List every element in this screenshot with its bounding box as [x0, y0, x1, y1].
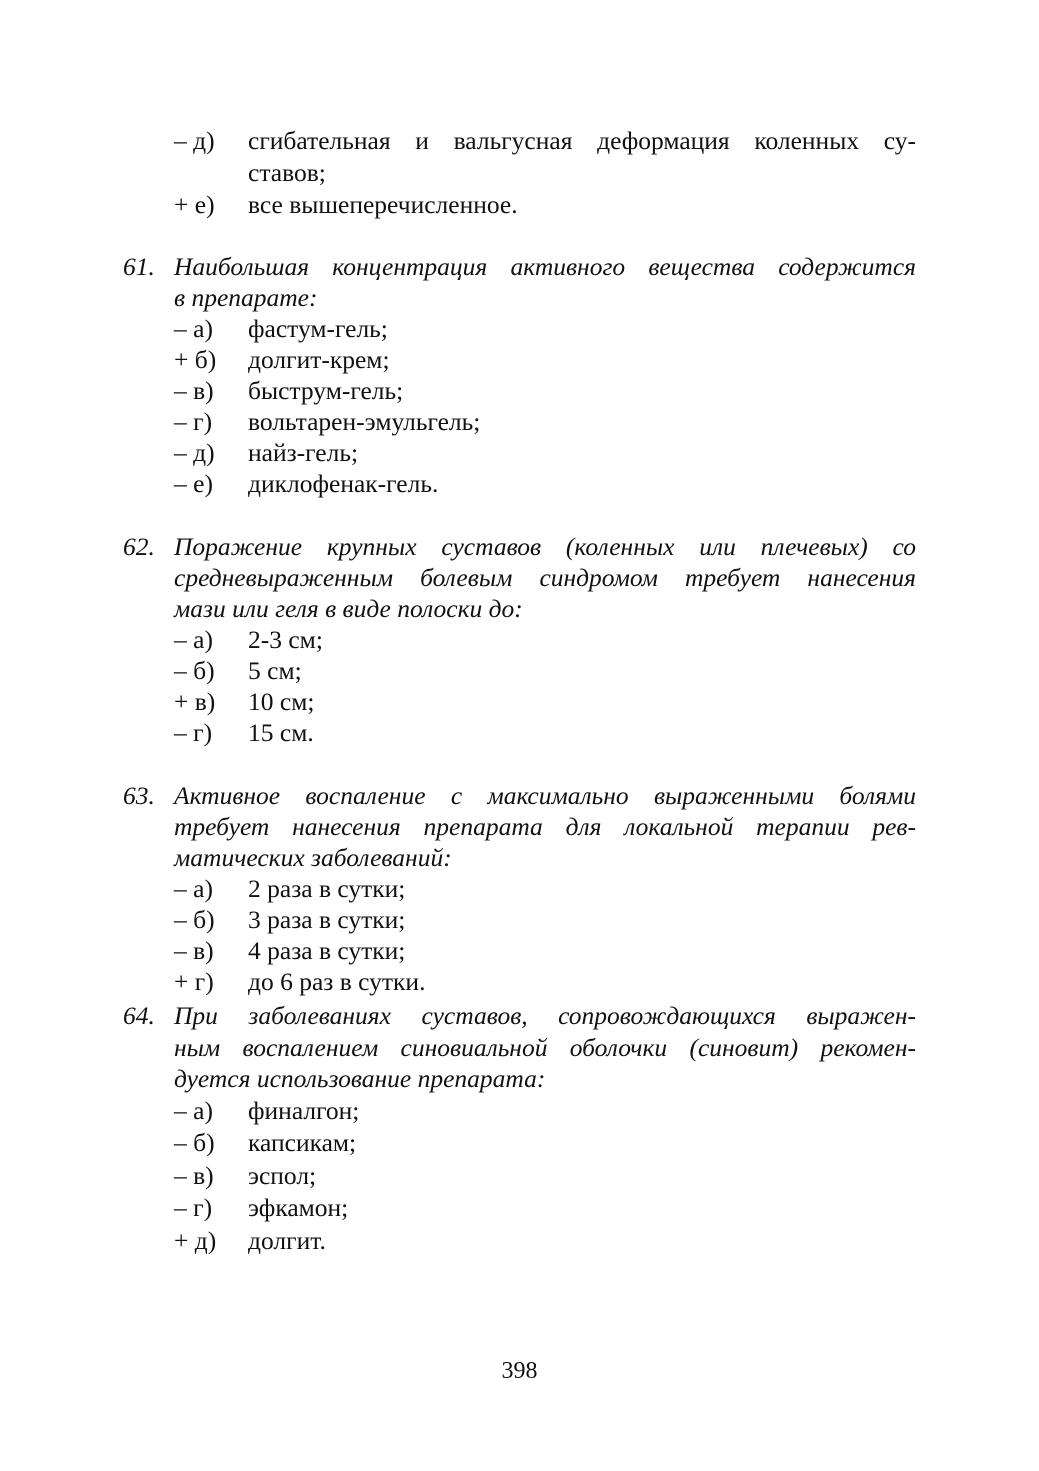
option-mark: – а)	[174, 1096, 213, 1125]
option-text: ставов;	[248, 158, 326, 187]
question-61-option-b	[0, 344, 1039, 376]
question-number: 61.	[123, 252, 155, 281]
page-number: 398	[501, 1358, 538, 1384]
option-text: диклофенак-гель.	[248, 469, 439, 498]
option-text: капсикам;	[248, 1128, 357, 1157]
option-text: 2-3 см;	[248, 625, 323, 654]
question-64-line1	[0, 1000, 1039, 1032]
question-61-option-d	[0, 406, 1039, 438]
question-text: требует нанесения препарата для локальной терапии рев-	[174, 812, 916, 841]
question-64-line3	[0, 1063, 1039, 1095]
option-mark: – е)	[174, 469, 213, 498]
option-mark: + д)	[174, 1226, 217, 1255]
question-62-option-b	[0, 655, 1039, 687]
option-text: найз-гель;	[248, 438, 359, 467]
question-64-option-c	[0, 1160, 1039, 1192]
option-text: долгит-крем;	[248, 345, 390, 374]
continuation-option-d	[0, 125, 1039, 157]
question-62-line1	[0, 531, 1039, 563]
option-mark: – б)	[174, 656, 215, 685]
option-mark: – в)	[174, 376, 214, 405]
question-number: 63.	[123, 781, 155, 810]
option-mark: – г)	[174, 718, 213, 747]
option-mark: – д)	[174, 126, 215, 155]
question-64-line2	[0, 1032, 1039, 1064]
question-text: ным воспалением синовиальной оболочки (синовит) рекомен-	[174, 1033, 916, 1062]
question-62-line2	[0, 562, 1039, 594]
option-mark: – г)	[174, 407, 213, 436]
option-text: 10 см;	[248, 687, 315, 716]
option-text: все вышеперечисленное.	[248, 190, 518, 219]
option-mark: – д)	[174, 438, 215, 467]
question-61-option-c	[0, 375, 1039, 407]
option-mark: + б)	[174, 345, 217, 374]
option-text: эспол;	[248, 1161, 317, 1190]
option-text: финалгон;	[248, 1096, 360, 1125]
question-text: средневыраженным болевым синдромом требует нанесения	[174, 563, 916, 592]
option-text: до 6 раз в сутки.	[248, 967, 426, 996]
option-text: 4 раза в сутки;	[248, 936, 406, 965]
question-63-line1	[0, 780, 1039, 812]
option-text: сгибательная и вальгусная деформация коленных су-	[248, 126, 916, 155]
option-text: 15 см.	[248, 718, 314, 747]
continuation-option-e	[0, 189, 1039, 221]
option-text: фастум-гель;	[248, 314, 388, 343]
question-61-option-f	[0, 468, 1039, 500]
question-63-option-c	[0, 935, 1039, 967]
option-text: эфкамон;	[248, 1193, 349, 1222]
question-text: в препарате:	[174, 283, 318, 312]
question-64-option-e	[0, 1225, 1039, 1257]
option-mark: + в)	[174, 687, 216, 716]
question-61-option-a	[0, 313, 1039, 345]
option-mark: – а)	[174, 874, 213, 903]
question-62-option-a	[0, 624, 1039, 656]
question-text: Наибольшая концентрация активного вещества содержится	[174, 252, 916, 281]
question-61-option-e	[0, 437, 1039, 469]
option-mark: – а)	[174, 625, 213, 654]
option-mark: + г)	[174, 967, 214, 996]
question-62-option-d	[0, 717, 1039, 749]
option-text: 3 раза в сутки;	[248, 905, 406, 934]
question-63-option-b	[0, 904, 1039, 936]
question-63-option-a	[0, 873, 1039, 905]
question-64-option-d	[0, 1192, 1039, 1224]
option-mark: – а)	[174, 314, 213, 343]
option-text: 5 см;	[248, 656, 302, 685]
question-64-option-a	[0, 1095, 1039, 1127]
question-62-line3	[0, 593, 1039, 625]
option-text: вольтарен-эмульгель;	[248, 407, 481, 436]
question-text: При заболеваниях суставов, сопровождающихся выражен-	[174, 1001, 916, 1030]
option-text: 2 раза в сутки;	[248, 874, 406, 903]
option-mark: – б)	[174, 905, 215, 934]
question-64-option-b	[0, 1127, 1039, 1159]
option-mark: – в)	[174, 1161, 214, 1190]
continuation-option-d-line2	[0, 157, 1039, 189]
question-text: Активное воспаление с максимально выраженными болями	[174, 781, 916, 810]
option-mark: – г)	[174, 1193, 213, 1222]
question-61-line2	[0, 282, 1039, 314]
question-text: Поражение крупных суставов (коленных или плечевых) со	[174, 532, 916, 561]
question-number: 62.	[123, 532, 155, 561]
question-text: мази или геля в виде полоски до:	[174, 594, 523, 623]
question-61-line1	[0, 251, 1039, 283]
question-63-line3	[0, 842, 1039, 874]
option-mark: + е)	[174, 190, 215, 219]
question-62-option-c	[0, 686, 1039, 718]
question-63-line2	[0, 811, 1039, 843]
question-text: дуется использование препарата:	[174, 1064, 546, 1093]
option-mark: – в)	[174, 936, 214, 965]
question-number: 64.	[123, 1001, 155, 1030]
question-text: матических заболеваний:	[174, 843, 452, 872]
question-63-option-d	[0, 966, 1039, 998]
option-text: долгит.	[248, 1226, 326, 1255]
option-mark: – б)	[174, 1128, 215, 1157]
option-text: быструм-гель;	[248, 376, 404, 405]
